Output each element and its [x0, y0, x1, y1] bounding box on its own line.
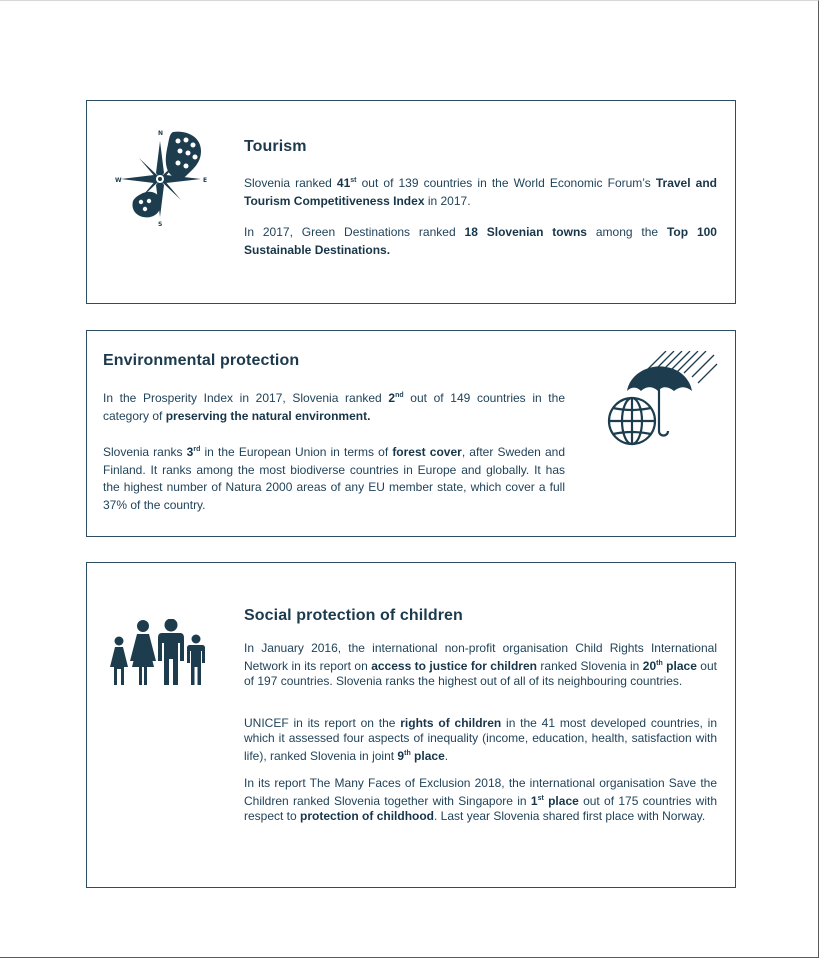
report-topic: rights of children — [400, 716, 502, 730]
social-paragraph-3 — [244, 776, 717, 824]
rank-number: 9 — [397, 749, 405, 763]
text: out of 175 countries with respect to — [244, 794, 717, 823]
rank-value: 3 — [186, 445, 194, 459]
family-icon — [109, 619, 207, 687]
compass-north-label: N — [158, 130, 164, 137]
environment-box — [86, 330, 736, 537]
tourism-title: Tourism — [244, 138, 307, 155]
text: in the 41 most developed countries, in which it assessed four aspects of inequality (income, education, health, satisfaction with life), ranked Slovenia in joint — [244, 716, 718, 763]
rank-word: place — [662, 659, 697, 673]
tourism-paragraph-2 — [244, 224, 717, 259]
social-paragraph-2 — [244, 716, 717, 764]
text: Slovenia ranked — [244, 176, 337, 190]
environment-title: Environmental protection — [103, 352, 300, 369]
rank-number: 1 — [530, 794, 538, 808]
rank-suffix: th — [404, 750, 411, 757]
category-name: preserving the natural environment. — [165, 408, 371, 423]
text: among the — [586, 225, 667, 239]
rank-suffix: rd — [193, 446, 201, 453]
text: In January 2016, the international non-profit organisation Child Rights International Network in its report on — [244, 641, 717, 673]
tourism-box — [86, 100, 736, 304]
social-title: Social protection of children — [244, 607, 463, 624]
rank-suffix: st — [537, 795, 544, 802]
text: , after Sweden and Finland. It ranks among the most biodiverse countries in Europe and globally. It has the highest number of Natura 2000 areas of any EU member state, which cover a full 37% of the country. — [103, 445, 566, 512]
rank-suffix: th — [656, 660, 663, 667]
social-box — [86, 562, 736, 888]
text: in 2017. — [424, 193, 471, 208]
tourism-paragraph-1 — [244, 172, 717, 210]
rank-suffix: nd — [395, 392, 404, 399]
text: out of 149 countries in the category of — [103, 391, 565, 423]
rank-value — [531, 794, 579, 808]
report-topic: access to justice for children — [371, 659, 537, 673]
report-topic: protection of childhood — [300, 809, 435, 823]
destinations-list: Top 100 Sustainable Destinations. — [244, 225, 717, 257]
text: ranked Slovenia in — [536, 659, 643, 673]
text: . Last year Slovenia shared first place with Norway. — [434, 809, 706, 823]
text: in the European Union in terms of — [200, 445, 393, 459]
rank-value — [397, 749, 444, 763]
towns-count: 18 Slovenian towns — [464, 225, 587, 239]
rank-value: 41 — [336, 176, 351, 190]
text: Slovenia ranks — [103, 445, 187, 459]
text: out of 197 countries. Slovenia ranks the highest out of all of its neighbouring countries. — [244, 659, 717, 688]
forest-cover: forest cover — [392, 445, 462, 459]
text: out of 139 countries in the World Economic Forum’s — [356, 176, 656, 190]
rank-suffix: st — [350, 177, 357, 184]
text: UNICEF in its report on the — [244, 716, 401, 730]
globe-umbrella-rain-icon — [606, 351, 720, 449]
text: In the Prosperity Index in 2017, Slovenia ranked — [103, 391, 389, 405]
environment-paragraph-1 — [103, 387, 565, 425]
rank-value — [643, 659, 697, 673]
environment-paragraph-2 — [103, 441, 565, 514]
text: In 2017, Green Destinations ranked — [244, 225, 465, 239]
text: . — [444, 749, 449, 763]
compass-east-label: E — [203, 177, 208, 184]
compass-west-label: W — [115, 177, 122, 184]
rank-word: place — [410, 749, 445, 763]
social-paragraph-1 — [244, 641, 717, 689]
compass-south-label: S — [158, 221, 163, 227]
index-name: Travel and Tourism Competitiveness Index — [244, 176, 717, 208]
text: In its report The Many Faces of Exclusion 2018, the international organisation Save the Children ranked Slovenia together with Singapore in — [244, 776, 717, 808]
rank-number: 20 — [642, 659, 657, 673]
rank-word: place — [543, 794, 579, 808]
rank-value: 2 — [388, 391, 396, 405]
compass-boot-icon — [115, 129, 211, 227]
